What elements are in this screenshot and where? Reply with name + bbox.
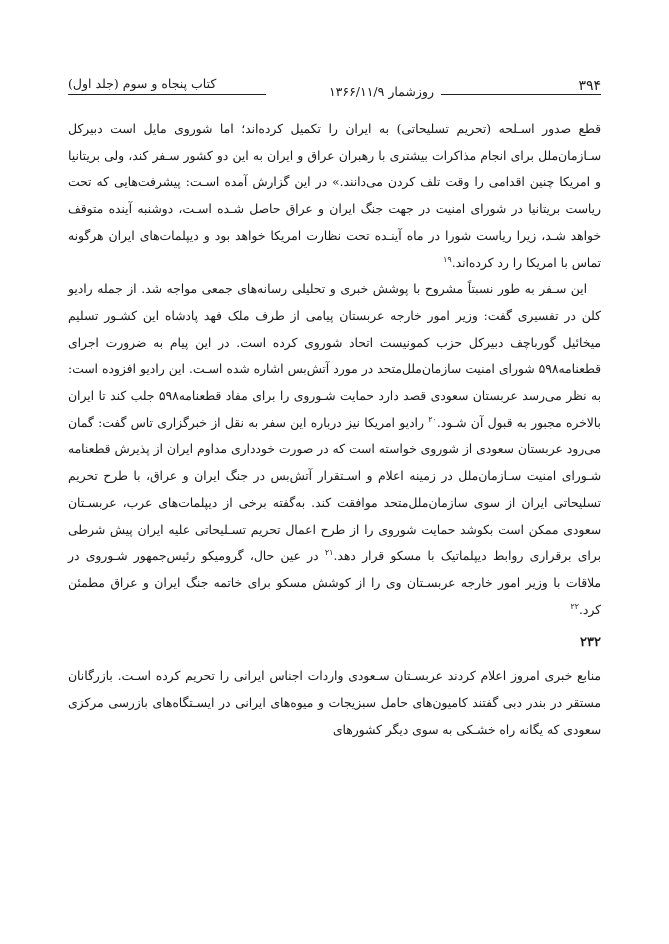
paragraph-text: رادیو امریکا نیز درباره این سفر به نقل از خبرگزاری تاس گفت: گمان می‌رود عربستان سعودی از شوروی خواسته است که در صورت خودداری مداوم ایران از پذیرش قطعنامه شـورای امنیت سـازمان‌ملل در زمینه اعلام و اسـتقرار آتش‌بس در جنگ ایران و عراق، با طرح تحریم تسلیحاتی ایران از سوی سازمان‌ملل‌متحد موافقت کند. به‌گفته برخی از دیپلمات‌های عرب، عربسـتان سعودی ممکن است بکوشد حمایت شوروی را از طرح اعمال تحریم تسـلیحاتی علیه ایران پیش شرطی برای برقراری روابط دیپلماتیک با مسکو قرار دهد. xyxy=(68,415,601,564)
page-body xyxy=(68,116,601,743)
header-rule xyxy=(441,94,601,95)
paragraph-text: در عین حال، گرومیکو رئیس‌جمهور شـوروی در ملاقات با وزیر امور خارجه عربسـتان وی را از کوشش مسکو برای خاتمه جنگ ایران و عراق مطمئن کرد. xyxy=(68,549,601,617)
paragraph-text: منابع خبری امروز اعلام کردند عربسـتان سـعودی واردات اجناس ایرانی را تحریم کرده اسـت. بازرگانان مستقر در بندر دبی گفتند کامیون‌های حامل سبزیجات و میوه‌های ایرانی در ایسـتگاه‌های بازرسی مرکزی سعودی که یگانه راه خشـکی به سوی دیگر کشورهای xyxy=(68,669,601,737)
section-number: ۲۳۲ xyxy=(580,635,601,651)
book-title: کتاب پنجاه و سوم (جلد اول) xyxy=(68,76,217,91)
header-rule xyxy=(68,94,266,95)
footnote-marker: ۲۱ xyxy=(324,548,334,558)
paragraph xyxy=(68,116,601,276)
paragraph xyxy=(68,663,601,743)
running-date: روزشمار ۱۳۶۶/۱۱/۹ xyxy=(328,84,434,99)
running-header xyxy=(68,74,601,100)
paragraph xyxy=(68,276,601,623)
page-number: ۳۹۴ xyxy=(578,78,601,94)
footnote-marker: ۲۰ xyxy=(428,414,437,424)
footnote-marker: ۱۹ xyxy=(443,254,452,264)
footnote-marker: ۲۲ xyxy=(570,601,579,611)
paragraph-text: این سـفر به طور نسبتاً مشروح با پوشش خبری و تحلیلی رسانه‌های جمعی مواجه شد. از جمله رادیو کلن در تفسیری گفت: وزیر امور خارجه عربستان پیامی از طرف ملک فهد پادشاه این کشـور تسلیم میخائیل گورباچف دبیرکل حزب کمونیست اتحاد شوروی کرده است. در این پیام به ضرورت اجرای قطعنامه۵۹۸ شورای امنیت سازمان‌ملل‌متحد در مورد آتش‌بس اشاره شده اسـت. این رادیو افزوده است: به نظر می‌رسد عربستان سعودی قصد دارد حمایت شـوروی را برای مفاد قطعنامه۵۹۸ جلب کند تا ایران بالاخره مجبور به قبول آن شـود. xyxy=(68,282,601,430)
paragraph-text: قطع صدور اسـلحه (تحریم تسلیحاتی) به ایران را تکمیل کرده‌اند؛ اما شوروی مایل است دبیرکل سـازمان‌ملل برای انجام مذاکرات بیشتری با رهبران عراق و ایران به این دو کشور سـفر کند، ولی بریتانیا و امریکا چنین اقدامی را وقت تلف کردن می‌دانند.» در این گزارش آمده اسـت: پیشرفت‌هایی که تحت ریاست بریتانیا در شورای امنیت در جهت جنگ ایران و عراق حاصل شـده اسـت، دوشنبه آینده متوقف خواهد شـد، زیرا ریاست شورا در ماه آینـده تحت نظارت امریکا خواهد بود و دیپلمات‌های ایران هرگونه تماس با امریکا را رد کرده‌اند. xyxy=(68,122,601,270)
